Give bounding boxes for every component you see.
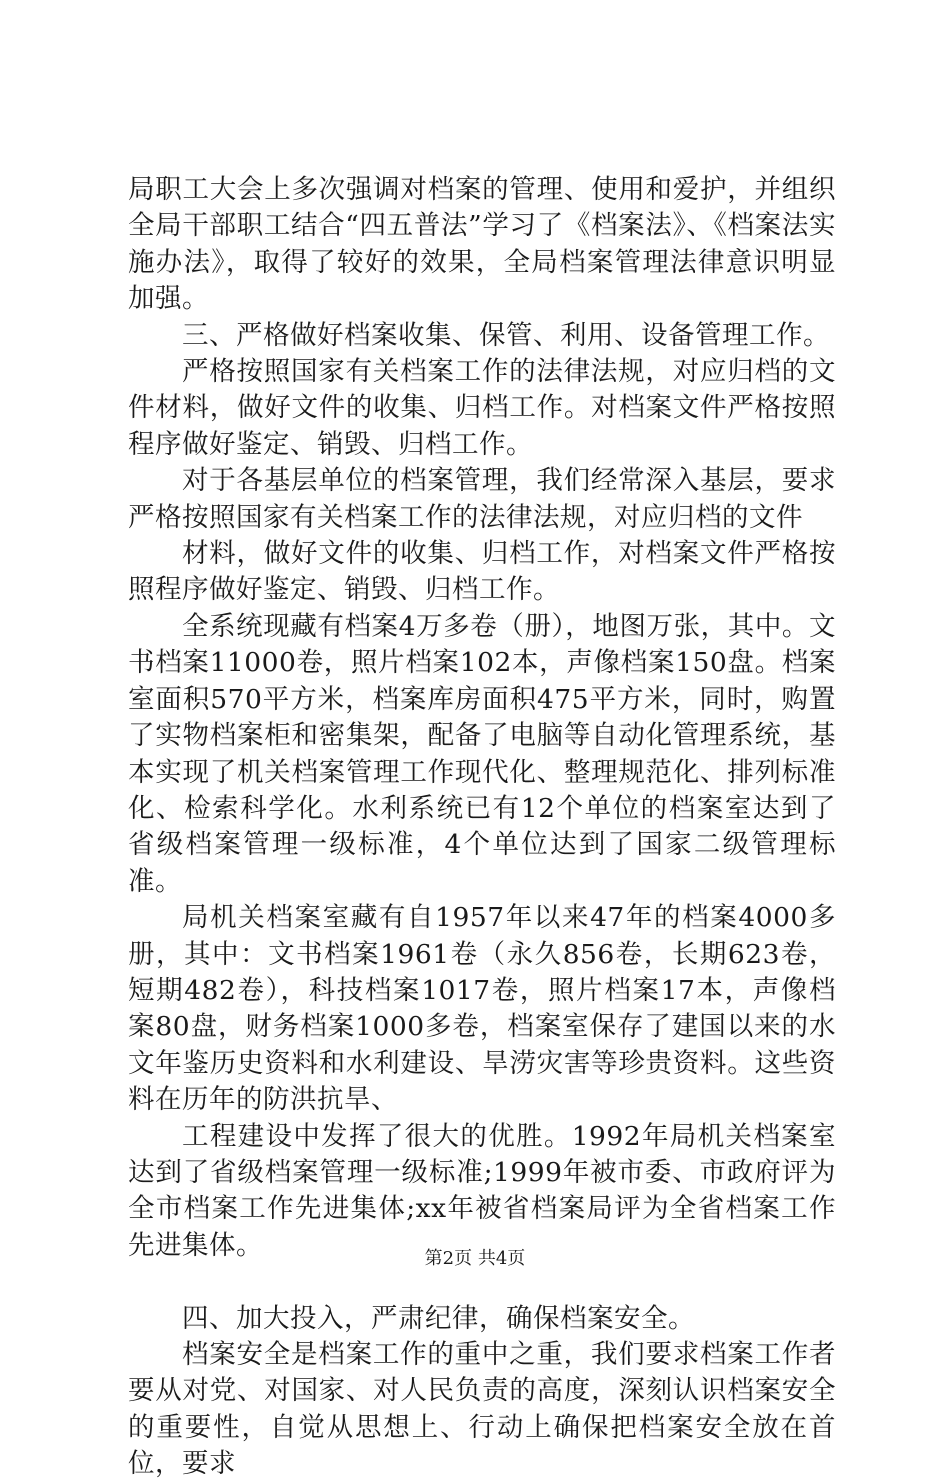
section-heading-3: 三、严格做好档案收集、保管、利用、设备管理工作。 bbox=[182, 319, 830, 351]
section-heading-4: 四、加大投入，严肃纪律，确保档案安全。 bbox=[182, 1302, 695, 1334]
paragraph-8: 档案安全是档案工作的重中之重，我们要求档案工作者要从对党、对国家、对人民负责的高度，深刻认识档案安全的重要性，自觉从思想上、行动上确保把档案安全放在首位，要求 bbox=[128, 1338, 836, 1480]
paragraph-6: 局机关档案室藏有自1957年以来47年的档案4000多册，其中：文书档案1961卷（永久856卷，长期623卷，短期482卷），科技档案1017卷，照片档案17本，声像档案80盘，财务档案1000多卷，档案室保存了建国以来的水文年鉴历史资料和水利建设、旱涝灾害等珍贵资料。这些资料在历年的防洪抗旱、 bbox=[128, 902, 836, 1116]
paragraph-4: 材料，做好文件的收集、归档工作，对档案文件严格按照程序做好鉴定、销毁、归档工作。 bbox=[128, 538, 836, 606]
page-number-footer: 第2页 共4页 bbox=[424, 1248, 526, 1269]
paragraph-2: 严格按照国家有关档案工作的法律法规，对应归档的文件材料，做好文件的收集、归档工作。对档案文件严格按照程序做好鉴定、销毁、归档工作。 bbox=[128, 356, 836, 460]
paragraph-1: 局职工大会上多次强调对档案的管理、使用和爱护，并组织全局干部职工结合“四五普法”学习了《档案法》、《档案法实施办法》，取得了较好的效果，全局档案管理法律意识明显加强。 bbox=[128, 174, 836, 315]
paragraph-5: 全系统现藏有档案4万多卷（册），地图万张，其中。文书档案11000卷，照片档案102本，声像档案150盘。档案室面积570平方米，档案库房面积475平方米，同时，购置了实物档案柜和密集架，配备了电脑等自动化管理系统，基本实现了机关档案管理工作现代化、整理规范化、排列标准化、检索科学化。水利系统已有12个单位的档案室达到了省级档案管理一级标准，4个单位达到了国家二级管理标准。 bbox=[128, 610, 836, 897]
document-body bbox=[128, 172, 836, 1483]
paragraph-3: 对于各基层单位的档案管理，我们经常深入基层，要求严格按照国家有关档案工作的法律法规，对应归档的文件 bbox=[128, 465, 836, 533]
paragraph-7: 工程建设中发挥了很大的优胜。1992年局机关档案室达到了省级档案管理一级标准;1999年被市委、市政府评为全市档案工作先进集体;xx年被省档案局评为全省档案工作先进集体。 bbox=[128, 1120, 836, 1261]
